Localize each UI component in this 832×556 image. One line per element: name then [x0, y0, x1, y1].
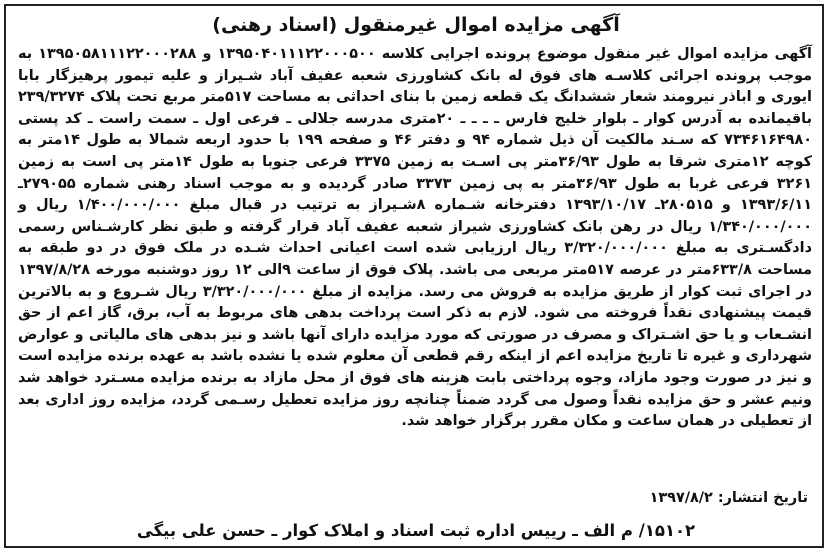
notice-signature: ۱۵۱۰۲/ م الف ـ رییس اداره ثبت اسناد و املاک کوار ـ حسن علی بیگی [136, 521, 696, 540]
publication-date: تاریخ انتشار: ۱۳۹۷/۸/۲ [649, 490, 808, 506]
notice-title: آگهی مزایده اموال غیرمنقول (اسناد رهنی) [212, 14, 620, 36]
notice-body: آگهی مزایده اموال غیر منقول موضوع پرونده اجرایی کلاسه ۱۳۹۵۰۴۰۱۱۱۲۲۰۰۰۵۰۰ و ۱۳۹۵۰۵۸۱۱۱۲۲۰۰۰۲۸۸ به موجب پرونده اجرائی کلاسـه های فوق له بانک کشاورزی شعبه عفیف آباد شـیراز و علیه تیمور پرهیزگار بابا ایوری و اباذر نیرومند شعار ششدانگ یک قطعه زمین با بنای احداثی به مساحت ۵۱۷متر مربع تحت پلاک ۲۳۹/۳۲۷۴ باقیمانده به آدرس کوار ـ بلوار خلیج فارس ـ ـ ـ ـ ۲۰متری مدرسه جلالی ـ فرعی اول ـ سمت راست ـ کد پستی ۷۳۴۶۱۶۴۹۸۰ که سـند مالکیت آن ذیل شماره ۹۴ و دفتر ۴۶ و صفحه ۱۹۹ با حدود اربعه شمالا به طول ۱۴متر به کوچه ۱۲متری شرقا به طول ۳۶/۹۳متر پی اسـت به زمین ۳۳۷۵ فرعی جنوبا به طول ۱۴متر پی است به زمین ۳۲۶۱ فرعی غربا به طول ۳۶/۹۳متر به پی زمین ۳۳۷۳ صادر گردیده و به موجب اسناد رهنی شماره ۲۷۹۰۵۵ـ ۱۳۹۳/۶/۱۱ و ۲۸۰۵۱۵ـ ۱۳۹۳/۱۰/۱۷ دفترخانه شـماره ۸شـیراز به ترتیب در قبال مبلغ ۱/۴۰۰/۰۰۰/۰۰۰ ریال و ۱/۳۴۰/۰۰۰/۰۰۰ ریال در رهن بانک کشاورزی شیراز شعبه عفیف آباد قرار گرفته و طبق نظر کارشـناس رسمی دادگسـتری به مبلغ ۳/۳۲۰/۰۰۰/۰۰۰ ریال ارزیابی شده است اعیانی احداث شـده در ملک فوق در دو طبقه به مساحت ۶۳۳/۸متر در عرصه ۵۱۷متر مربعی می باشد. پلاک فوق از ساعت ۹الی ۱۲ روز دوشنبه مورخه ۱۳۹۷/۸/۲۸ در اجرای ثبت کوار از طریق مزایده به فروش می رسد. مزایده از مبلغ ۳/۳۲۰/۰۰۰/۰۰۰ ریال شـروع و به بالاترین قیمت پیشنهادی نقداً فروخته می شود. لازم به ذکر است پرداخت بدهی های مربوط به آب، برق، گاز اعم از حق انشـعاب و یا حق اشـتراک و مصرف در صورتی که مورد مزایده دارای آنها باشد و نیز بدهی های مالیاتی و عوارض شهرداری و غیره تا تاریخ مزایده اعم از اینکه رقم قطعی آن معلوم شده یا نشده باشد به عهده برنده مزایده است و نیز در صورت وجود مازاد، وجوه پرداختی بابت هزینه های فوق از محل مازاد به برنده مزایده مسـترد خواهد شد ونیم عشر و حق مزایده نقداً وصول می گردد ضمناً چنانچه روز مزایده تعطیل رسـمی گردد، مزایده روز اداری بعد از تعطیلی در همان ساعت و مکان مقرر برگزار خواهد شد. [18, 46, 813, 430]
notice-frame [4, 4, 824, 548]
